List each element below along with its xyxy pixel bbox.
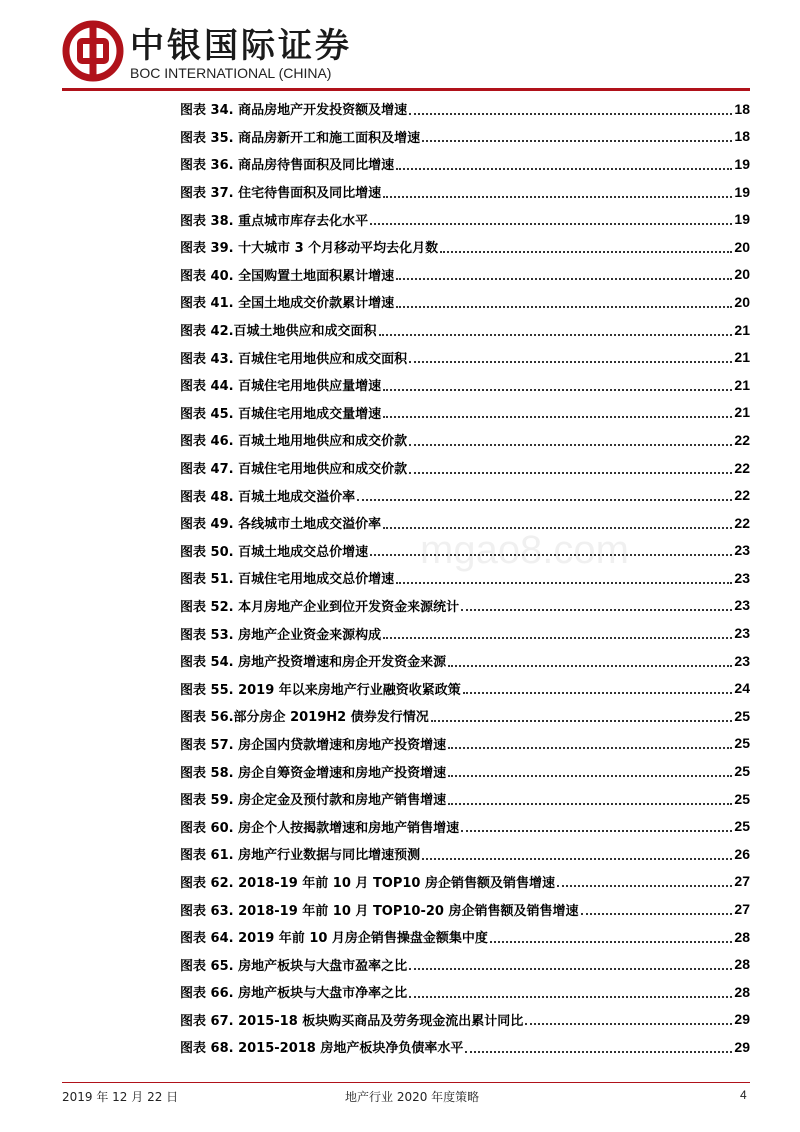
toc-entry-title[interactable]: 图表 36. 商品房待售面积及同比增速	[180, 158, 395, 174]
toc-entry[interactable]	[180, 702, 750, 730]
toc-entry[interactable]	[180, 647, 750, 675]
toc-entry-title[interactable]: 图表 55. 2019 年以来房地产行业融资收紧政策	[180, 682, 461, 698]
toc-entry[interactable]	[180, 123, 750, 151]
dot-leader	[461, 609, 732, 611]
toc-entry-title[interactable]: 图表 37. 住宅待售面积及同比增速	[180, 186, 382, 202]
page-header	[0, 0, 800, 100]
toc-entry[interactable]	[180, 233, 750, 261]
dot-leader	[409, 444, 732, 446]
toc-entry-page[interactable]: 23	[734, 542, 750, 559]
toc-entry-title[interactable]: 图表 38. 重点城市库存去化水平	[180, 213, 369, 229]
toc-entry-page[interactable]: 26	[734, 845, 750, 862]
toc-entry[interactable]	[180, 950, 750, 978]
dot-leader	[383, 389, 732, 391]
dot-leader	[448, 775, 732, 777]
dot-leader	[581, 913, 733, 915]
toc-entry-title[interactable]: 图表 45. 百城住宅用地成交量增速	[180, 406, 382, 422]
toc-entry-page[interactable]: 25	[734, 735, 750, 752]
dot-leader	[448, 747, 732, 749]
dot-leader	[431, 720, 733, 722]
dot-leader	[422, 140, 732, 142]
dot-leader	[396, 168, 732, 170]
footer-date: 2019 年 12 月 22 日	[62, 1090, 179, 1104]
dot-leader	[525, 1023, 732, 1025]
toc-entry-title[interactable]: 图表 56.部分房企 2019H2 债券发行情况	[180, 710, 429, 726]
toc-entry-page[interactable]: 23	[734, 652, 750, 669]
toc-entry-page[interactable]: 29	[734, 1038, 750, 1055]
boc-logo-icon	[62, 20, 124, 82]
toc-entry[interactable]	[180, 481, 750, 509]
toc-entry[interactable]	[180, 978, 750, 1006]
toc-entry-title[interactable]: 图表 66. 房地产板块与大盘市净率之比	[180, 986, 408, 1002]
toc-entry-title[interactable]: 图表 62. 2018-19 年前 10 月 TOP10 房企销售额及销售增速	[180, 875, 556, 891]
toc-entry-title[interactable]: 图表 48. 百城土地成交溢价率	[180, 489, 356, 505]
toc-entry-title[interactable]: 图表 46. 百城土地用地供应和成交价款	[180, 434, 408, 450]
toc-entry-page[interactable]: 25	[734, 790, 750, 807]
dot-leader	[409, 968, 732, 970]
dot-leader	[396, 306, 732, 308]
toc-entry-page[interactable]: 27	[734, 873, 750, 890]
toc-entry-title[interactable]: 图表 35. 商品房新开工和施工面积及增速	[180, 130, 421, 146]
toc-entry-page[interactable]: 20	[734, 266, 750, 283]
toc-entry-page[interactable]: 18	[734, 128, 750, 145]
toc-entry[interactable]	[180, 316, 750, 344]
dot-leader	[463, 692, 733, 694]
company-name-en: BOC INTERNATIONAL (CHINA)	[130, 65, 332, 81]
dot-leader	[357, 499, 732, 501]
toc-entry-title[interactable]: 图表 67. 2015-18 板块购买商品及劳务现金流出累计同比	[180, 1013, 524, 1029]
page-number: 4	[740, 1088, 747, 1102]
toc-entry-page[interactable]: 22	[734, 431, 750, 448]
toc-entry-title[interactable]: 图表 42.百城土地供应和成交面积	[180, 324, 377, 340]
toc-entry-page[interactable]: 20	[734, 293, 750, 310]
dot-leader	[396, 582, 732, 584]
dot-leader	[383, 637, 732, 639]
toc-entry[interactable]	[180, 399, 750, 427]
dot-leader	[422, 858, 732, 860]
toc-entry-page[interactable]: 19	[734, 211, 750, 228]
toc-entry-title[interactable]: 图表 41. 全国土地成交价款累计增速	[180, 296, 395, 312]
figure-list	[180, 95, 750, 1061]
toc-entry-title[interactable]: 图表 60. 房企个人按揭款增速和房地产销售增速	[180, 820, 460, 836]
toc-entry[interactable]	[180, 371, 750, 399]
toc-entry-page[interactable]: 18	[734, 100, 750, 117]
dot-leader	[383, 416, 732, 418]
footer-divider	[62, 1082, 750, 1083]
toc-entry-title[interactable]: 图表 51. 百城住宅用地成交总价增速	[180, 572, 395, 588]
toc-entry-page[interactable]: 20	[734, 238, 750, 255]
dot-leader	[557, 885, 732, 887]
toc-entry[interactable]	[180, 95, 750, 123]
toc-entry[interactable]	[180, 785, 750, 813]
company-name-cn: 中银国际证券	[130, 26, 352, 66]
toc-entry-title[interactable]: 图表 68. 2015-2018 房地产板块净负债率水平	[180, 1041, 464, 1057]
toc-entry[interactable]	[180, 868, 750, 896]
toc-entry-page[interactable]: 29	[734, 1011, 750, 1028]
toc-entry-page[interactable]: 23	[734, 625, 750, 642]
toc-entry[interactable]	[180, 288, 750, 316]
toc-entry-title[interactable]: 图表 40. 全国购置土地面积累计增速	[180, 268, 395, 284]
toc-entry-title[interactable]: 图表 39. 十大城市 3 个月移动平均去化月数	[180, 241, 439, 257]
toc-entry-title[interactable]: 图表 43. 百城住宅用地供应和成交面积	[180, 351, 408, 367]
toc-entry-page[interactable]: 22	[734, 514, 750, 531]
toc-entry-title[interactable]: 图表 54. 房地产投资增速和房企开发资金来源	[180, 655, 447, 671]
toc-entry-page[interactable]: 28	[734, 983, 750, 1000]
toc-entry-title[interactable]: 图表 53. 房地产企业资金来源构成	[180, 627, 382, 643]
dot-leader	[490, 941, 732, 943]
toc-entry[interactable]	[180, 261, 750, 289]
toc-entry[interactable]	[180, 840, 750, 868]
toc-entry-page[interactable]: 28	[734, 956, 750, 973]
toc-entry-title[interactable]: 图表 61. 房地产行业数据与同比增速预测	[180, 848, 421, 864]
toc-entry-title[interactable]: 图表 59. 房企定金及预付款和房地产销售增速	[180, 793, 447, 809]
dot-leader	[396, 278, 732, 280]
toc-entry-page[interactable]: 21	[734, 376, 750, 393]
toc-entry-page[interactable]: 19	[734, 183, 750, 200]
toc-entry-page[interactable]: 27	[734, 901, 750, 918]
toc-entry[interactable]	[180, 1006, 750, 1034]
dot-leader	[461, 830, 732, 832]
toc-entry-page[interactable]: 23	[734, 597, 750, 614]
toc-entry-page[interactable]: 22	[734, 487, 750, 504]
dot-leader	[448, 803, 732, 805]
toc-entry-page[interactable]: 21	[734, 321, 750, 338]
dot-leader	[465, 1051, 732, 1053]
toc-entry[interactable]	[180, 150, 750, 178]
toc-entry-page[interactable]: 19	[734, 155, 750, 172]
toc-entry[interactable]	[180, 619, 750, 647]
toc-entry[interactable]	[180, 757, 750, 785]
watermark: mgao8.com	[420, 528, 629, 572]
toc-entry[interactable]	[180, 812, 750, 840]
toc-entry-title[interactable]: 图表 44. 百城住宅用地供应量增速	[180, 379, 382, 395]
dot-leader	[440, 251, 732, 253]
header-divider	[62, 88, 750, 91]
toc-entry-title[interactable]: 图表 47. 百城住宅用地供应和成交价款	[180, 462, 408, 478]
dot-leader	[409, 996, 732, 998]
toc-entry-title[interactable]: 图表 58. 房企自筹资金增速和房地产投资增速	[180, 765, 447, 781]
toc-entry-page[interactable]: 24	[734, 680, 750, 697]
toc-entry-title[interactable]: 图表 63. 2018-19 年前 10 月 TOP10-20 房企销售额及销售增速	[180, 903, 579, 919]
dot-leader	[409, 472, 732, 474]
toc-entry[interactable]	[180, 426, 750, 454]
dot-leader	[383, 196, 732, 198]
toc-entry[interactable]	[180, 895, 750, 923]
toc-entry[interactable]	[180, 454, 750, 482]
toc-entry[interactable]	[180, 1033, 750, 1061]
toc-entry-page[interactable]: 22	[734, 459, 750, 476]
dot-leader	[409, 361, 732, 363]
toc-entry-title[interactable]: 图表 65. 房地产板块与大盘市盈率之比	[180, 958, 408, 974]
toc-entry-page[interactable]: 21	[734, 404, 750, 421]
toc-entry-page[interactable]: 25	[734, 763, 750, 780]
toc-entry-page[interactable]: 25	[734, 707, 750, 724]
toc-entry-title[interactable]: 图表 49. 各线城市土地成交溢价率	[180, 517, 382, 533]
toc-entry[interactable]	[180, 178, 750, 206]
toc-entry[interactable]	[180, 730, 750, 758]
toc-entry[interactable]	[180, 343, 750, 371]
toc-entry[interactable]	[180, 205, 750, 233]
toc-entry[interactable]	[180, 674, 750, 702]
toc-entry-title[interactable]: 图表 50. 百城土地成交总价增速	[180, 544, 369, 560]
toc-entry-title[interactable]: 图表 52. 本月房地产企业到位开发资金来源统计	[180, 599, 460, 615]
toc-entry-title[interactable]: 图表 64. 2019 年前 10 月房企销售操盘金额集中度	[180, 931, 488, 947]
toc-entry-title[interactable]: 图表 34. 商品房地产开发投资额及增速	[180, 103, 408, 119]
dot-leader	[379, 334, 733, 336]
dot-leader	[448, 665, 732, 667]
toc-entry[interactable]	[180, 923, 750, 951]
toc-entry-page[interactable]: 28	[734, 928, 750, 945]
toc-entry[interactable]	[180, 592, 750, 620]
dot-leader	[409, 113, 732, 115]
toc-entry-page[interactable]: 25	[734, 818, 750, 835]
toc-entry-title[interactable]: 图表 57. 房企国内贷款增速和房地产投资增速	[180, 737, 447, 753]
toc-entry-page[interactable]: 21	[734, 349, 750, 366]
footer-title: 地产行业 2020 年度策略	[345, 1090, 480, 1104]
dot-leader	[370, 223, 732, 225]
toc-entry-page[interactable]: 23	[734, 569, 750, 586]
